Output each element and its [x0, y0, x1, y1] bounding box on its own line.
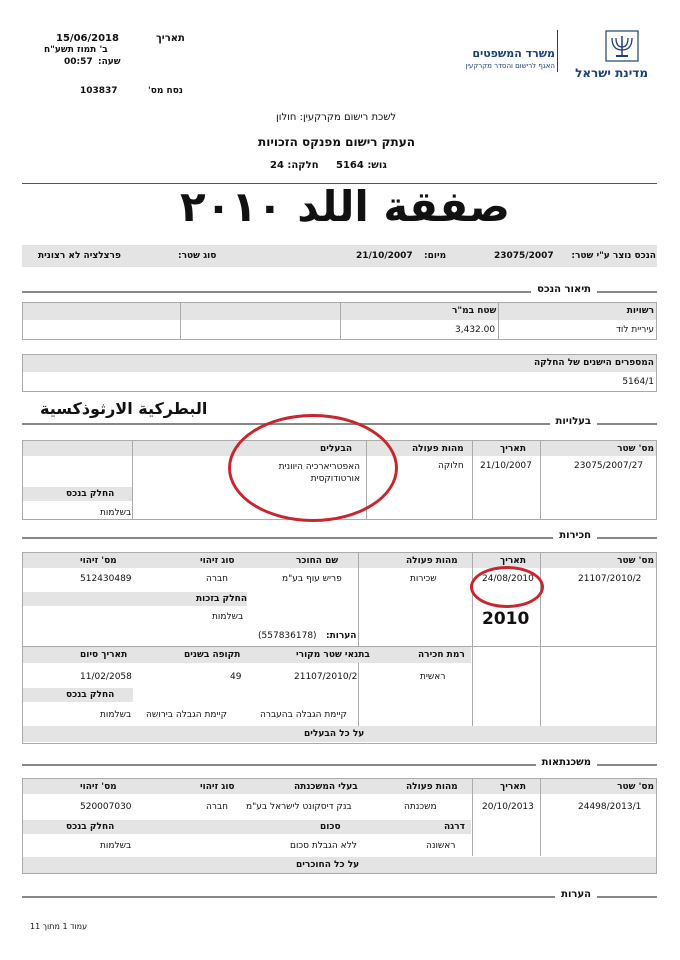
lease-orig-deed: 21107/2010/2	[294, 672, 358, 682]
section-mortgages	[22, 757, 657, 771]
lease-h-lessee: שם החוכר	[296, 556, 339, 566]
helka-label: חלקה:	[287, 160, 319, 171]
mortgage-h-id-no: מס' זיהוי	[80, 782, 117, 792]
lease-h-action: מהות פעולה	[406, 556, 458, 566]
mortgage-action: משכנתה	[404, 802, 437, 812]
lease-h-level: רמת חכירה	[418, 650, 465, 660]
arabic-title: صفقة اللد ٢٠١٠	[180, 182, 510, 231]
asset-type: פרצלציה לא רצונית	[38, 251, 121, 261]
area-label: שטח במ"ר	[452, 306, 497, 316]
gush-value: 5164	[335, 160, 364, 171]
doc-title: העתק רישום מפנקס הזכויות	[258, 135, 415, 149]
state-name: מדינת ישראל	[575, 66, 648, 80]
mortgage-share: בשלמות	[100, 841, 132, 851]
section-notes	[22, 889, 657, 903]
mortgage-share-label: החלק בנכס	[66, 822, 115, 832]
lease-h-date: תאריך	[500, 556, 526, 566]
asset-date: 21/10/2007	[356, 251, 413, 261]
logo-divider	[557, 30, 558, 72]
lease-share: בשלמות	[100, 710, 132, 720]
lease-all-owners: על כל הבעלים	[304, 729, 365, 739]
date-highlight-circle	[470, 566, 544, 608]
lease-level: ראשית	[420, 672, 446, 682]
lease-end-date: 11/02/2058	[80, 672, 132, 682]
mortgage-h-date: תאריך	[500, 782, 526, 792]
ownership-h-owner: הבעלים	[320, 444, 353, 454]
asset-type-label: סוג שטר:	[178, 251, 217, 261]
lease-h-deed: מס' שטר	[617, 556, 654, 566]
section-asset-desc-title: תיאור הנכס	[531, 284, 597, 295]
lease-deed: 21107/2010/2	[578, 574, 642, 584]
lease-h-id-no: מס' זיהוי	[80, 556, 117, 566]
section-asset-desc	[22, 284, 657, 298]
lease-notes-label: הערות:	[326, 631, 357, 641]
mortgage-h-action: מהות פעולה	[406, 782, 458, 792]
lease-lessee: פריש עוף בע"מ	[282, 574, 342, 584]
ownership-owner: האפטריארכיה היוונית אורטודוקסית	[278, 462, 360, 484]
section-leases	[22, 530, 657, 544]
lease-cond2: קיימת הגבלה בירושה	[146, 710, 227, 720]
mortgage-id-type: חברה	[206, 802, 229, 812]
ministry-sub: האגף לרישום והסדר מקרקעין	[465, 62, 555, 70]
lease-rights-label: החלק בזכות	[196, 594, 247, 604]
parcel-line	[270, 160, 387, 171]
mortgage-amount-label: סכום	[320, 822, 341, 832]
lease-h-orig-deed: בתנאי שטר מקורי	[296, 650, 370, 660]
lease-id-no: 512430489	[80, 574, 132, 584]
mortgage-date: 20/10/2013	[482, 802, 534, 812]
lease-rights: בשלמות	[212, 612, 244, 622]
mortgage-rank-label: דרגה	[444, 822, 465, 832]
header-date-value: 15/06/2018	[56, 33, 119, 44]
office-name: לשכת רישום מקרקעין: חולון	[276, 112, 397, 123]
ownership-deed: 23075/2007/27	[574, 461, 644, 471]
mortgage-holder: בנק דיסקונט לישראל בע"מ	[246, 802, 352, 812]
section-notes-title: הערות	[555, 889, 597, 900]
header-doc-no: 103837	[80, 86, 118, 96]
ownership-action: חלוקה	[438, 461, 464, 471]
mortgage-all-lessees: על כל החוכרים	[296, 860, 360, 870]
authorities-label: רשויות	[626, 306, 654, 316]
asset-date-label: מיום:	[424, 251, 447, 261]
mortgage-h-deed: מס' שטר	[617, 782, 654, 792]
area-value: 3,432.00	[455, 325, 496, 335]
lease-date: 24/08/2010	[482, 574, 534, 584]
lease-action: שכירות	[410, 574, 437, 584]
header-doc-no-label: נסח מס'	[148, 86, 183, 96]
asset-deed-label: הנכס נוצר ע"י שטר:	[571, 251, 656, 261]
asset-deed: 23075/2007	[494, 251, 554, 261]
ownership-share: בשלמות	[100, 508, 132, 518]
lease-cond1: קיימת הגבלה בהעברה	[260, 710, 347, 720]
ministry-name: משרד המשפטים	[472, 47, 555, 60]
header-hebrew-date: ב' תמוז תשע"ח	[44, 45, 108, 55]
mortgage-id-no: 520007030	[80, 802, 132, 812]
mortgage-amount: ללא הגבלת סכום	[290, 841, 357, 851]
lease-notes-value: (557836178)	[258, 631, 317, 641]
lease-h-end-date: תאריך סיום	[80, 650, 128, 660]
header-date-label: תאריך	[156, 33, 185, 44]
mortgage-h-holder: בעלי המשכנתה	[294, 782, 358, 792]
owner-highlight-circle	[228, 414, 398, 522]
header-time-value: 00:57	[64, 57, 93, 67]
ownership-share-label: החלק בנכס	[66, 489, 115, 499]
header-time-label: שעה:	[98, 57, 121, 67]
gush-label: גוש:	[367, 160, 387, 171]
old-numbers-value: 5164/1	[622, 377, 654, 387]
mortgage-deed: 24498/2013/1	[578, 802, 642, 812]
page-footer: עמוד 1 מתוך 11	[30, 922, 88, 931]
mortgage-h-id-type: סוג זיהוי	[200, 782, 235, 792]
authorities-value: עיריית לוד	[615, 325, 654, 335]
ownership-h-date: תאריך	[500, 444, 526, 454]
lease-period: 49	[230, 672, 242, 682]
annotation-year: 2010	[482, 609, 530, 629]
lease-h-id-type: סוג זיהוי	[200, 556, 235, 566]
section-mortgages-title: משכנתאות	[536, 757, 597, 768]
old-numbers-label: המספרים הישנים של החלקה	[533, 358, 654, 368]
arabic-note: البطركية الارثوذكسية	[40, 399, 208, 418]
lease-id-type: חברה	[206, 574, 229, 584]
ownership-date: 21/10/2007	[480, 461, 532, 471]
helka-value: 24	[270, 160, 284, 171]
lease-share-label: החלק בנכס	[66, 690, 115, 700]
lease-h-period: תקופה בשנים	[184, 650, 241, 660]
ownership-h-action: מהות פעולה	[412, 444, 464, 454]
section-ownership-title: בעלויות	[550, 416, 597, 427]
section-leases-title: חכירות	[553, 530, 597, 541]
mortgage-rank: ראשונה	[426, 841, 456, 851]
ownership-h-deed: מס' שטר	[617, 444, 654, 454]
menorah-emblem-icon	[604, 30, 640, 64]
